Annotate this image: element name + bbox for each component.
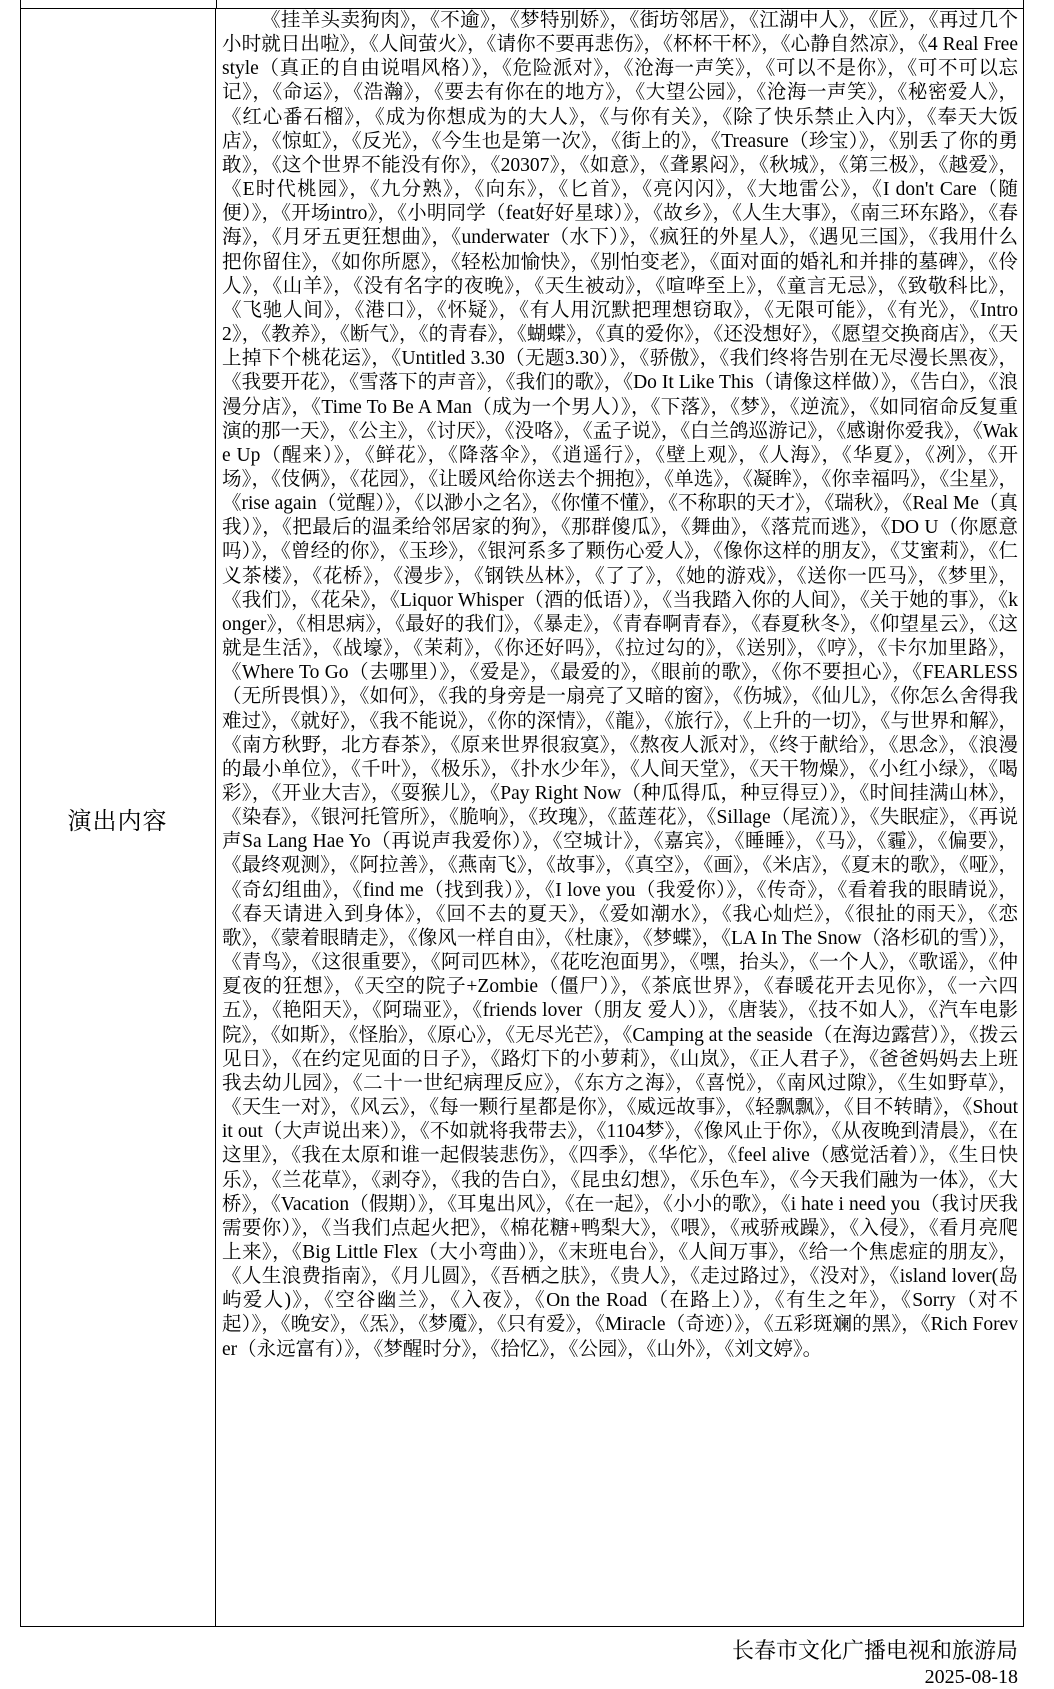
row-label-performance-content: 演出内容 xyxy=(67,808,168,835)
label-cell xyxy=(20,9,216,1627)
issue-date: 2025-08-18 xyxy=(924,1666,1018,1688)
content-cell xyxy=(216,9,1024,1627)
program-list-text: 《挂羊头卖狗肉》，《不逾》，《梦特别娇》，《街坊邻居》，《江湖中人》，《匠》，《再过几个小时就日出啦》，《人间萤火》，《请你不要再悲伤》，《杯杯干杯》，《心静自然凉》，《4 Real Freestyle（真正的自由说唱风格）》，《危险派对》，《沧海一声笑》，《可以不是你》，《可不可以忘记》，《命运》，《浩瀚》，《要去有你在的地方》，《大望公园》，《沧海一声笑》，《秘密爱人》，《红心番石榴》，《成为你想成为的大人》，《与你有关》，《除了快乐禁止入内》，《奉天大饭店》，《惊虹》，《反光》，《今生也是第一次》，《街上的》，《Treasure（珍宝）》，《别丢了你的勇敢》，《这个世界不能没有你》，《20307》，《如意》，《聋累闷》，《秋城》，《第三极》，《越爱》，《E时代桃园》，《九分熟》，《向东》，《匕首》，《亮闪闪》，《大地雷公》，《I don't Care（随便）》，《开场intro》，《小明同学（feat好好星球）》，《故乡》，《人生大事》，《南三环东路》，《春海》，《月牙五更狂想曲》，《underwater（水下）》，《疯狂的外星人》，《遇见三国》，《我用什么把你留住》，《如你所愿》，《轻松加愉快》，《别怕变老》，《面对面的婚礼和并排的墓碑》，《伶人》，《山羊》，《没有名字的夜晚》，《天生被动》，《喧哗至上》，《童言无忌》，《致敬科比》，《飞驰人间》，《港口》，《怀疑》，《有人用沉默把理想窃取》，《无限可能》，《有光》，《Intro 2》，《教养》，《断气》，《的青春》，《蝴蝶》，《真的爱你》，《还没想好》，《愿望交换商店》，《天上掉下个桃花运》，《Untitled 3.30（无题3.30）》，《骄傲》，《我们终将告别在无尽漫长黑夜》，《我要开花》，《雪落下的声音》，《我们的歌》，《Do It Like This（请像这样做）》，《告白》，《浪漫分店》，《Time To Be A Man（成为一个男人）》，《下落》，《梦》，《逆流》，《如同宿命反复重演的那一天》，《公主》，《讨厌》，《没咯》，《孟子说》，《白兰鸽巡游记》，《感谢你爱我》，《Wake Up（醒来）》，《鲜花》，《降落伞》，《逍遥行》，《壁上观》，《人海》，《华夏》，《冽》，《开场》，《伎俩》，《花园》，《让暖风给你送去个拥抱》，《单选》，《凝眸》，《你幸福吗》，《尘星》，《rise again（觉醒）》，《以渺小之名》，《你懂不懂》，《不称职的天才》，《瑞秋》，《Real Me（真我）》，《把最后的温柔给邻居家的狗》，《那群傻瓜》，《舞曲》，《落荒而逃》，《DO U（你愿意吗）》，《曾经的你》，《玉珍》，《银河系多了颗伤心爱人》，《像你这样的朋友》，《艾蜜莉》，《仁义茶楼》，《花桥》，《漫步》，《钢铁丛林》，《了了》，《她的游戏》，《送你一匹马》，《梦里》，《我们》，《花朵》，《Liquor Whisper（酒的低语）》，《当我踏入你的人间》，《关于她的事》，《konger》，《相思病》，《最好的我们》，《暴走》，《青春啊青春》，《春夏秋冬》，《仰望星云》，《这就是生活》，《战壕》，《茉莉》，《你还好吗》，《拉过勾的》，《送别》，《哼》，《卡尔加里路》，《Where To Go（去哪里）》，《爱是》，《最爱的》，《眼前的歌》，《你不要担心》，《FEARLESS（无所畏惧）》，《如何》，《我的身旁是一扇亮了又暗的窗》，《伤城》，《仙儿》，《你怎么舍得我难过》，《就好》，《我不能说》，《你的深情》，《龍》，《旅行》，《上升的一切》，《与世界和解》，《南方秋野，北方春茶》，《原来世界很寂寞》，《熬夜人派对》，《终于献给》，《思念》，《浪漫的最小单位》，《千叶》，《极乐》，《扑水少年》，《人间天堂》，《天干物燥》，《小红小绿》，《喝彩》，《开业大吉》，《耍猴儿》，《Pay Right Now（种瓜得瓜，种豆得豆）》，《时间挂满山林》，《染春》，《银河托管所》，《脆响》，《玫瑰》，《蓝莲花》，《Sillage（尾流）》，《失眠症》，《再说声Sa Lang Hae Yo（再说声我爱你）》，《空城计》，《嘉宾》，《睡睡》，《马》，《霾》，《偏要》，《最终观测》，《阿拉善》，《燕南飞》，《故事》，《真空》，《画》，《米店》，《夏末的歌》，《哑》，《奇幻组曲》，《find me（找到我）》，《I love you（我爱你）》，《传奇》，《看着我的眼睛说》，《春天请进入到身体》，《回不去的夏天》，《爱如潮水》，《我心灿烂》，《很扯的雨天》，《恋歌》，《蒙着眼睛走》，《像风一样自由》，《杜康》，《梦蝶》，《LA In The Snow（洛杉矶的雪）》，《青鸟》，《这很重要》，《阿司匹林》，《花吃泡面男》，《嘿，抬头》，《一个人》，《歌谣》，《仲夏夜的狂想》，《天空的院子+Zombie（僵尸）》，《茶底世界》，《春暖花开去见你》，《一六四五》，《艳阳天》，《阿瑞亚》，《friends lover（朋友 爱人）》，《唐装》，《技不如人》，《汽车电影院》，《如斯》，《怪胎》，《原心》，《无尽光芒》，《Camping at the seaside（在海边露营）》，《拨云见日》，《在约定见面的日子》，《路灯下的小萝莉》，《山岚》，《正人君子》，《爸爸妈妈去上班我去幼儿园》，《二十一世纪病理反应》，《东方之海》，《喜悦》，《南风过隙》，《生如野草》，《天生一对》，《风云》，《每一颗行星都是你》，《威远故事》，《轻飘飘》，《目不转睛》，《Shout it out（大声说出来）》，《不如就将我带去》，《1104梦》，《像风止于你》，《从夜晚到清晨》，《在这里》，《我在太原和谁一起假装悲伤》，《四季》，《华佗》，《feel alive（感觉活着）》，《生日快乐》，《兰花草》，《剥夺》，《我的告白》，《昆虫幻想》，《乐色车》，《今天我们融为一体》，《大桥》，《Vacation（假期）》，《耳鬼出风》，《在一起》，《小小的歌》，《i hate i need you（我讨厌我需要你）》，《当我们点起火把》，《棉花糖+鸭梨大》，《喂》，《戒骄戒躁》，《入侵》，《看月亮爬上来》，《Big Little Flex（大小弯曲）》，《末班电台》，《人间万事》，《给一个焦虑症的朋友》，《人生浪费指南》，《月儿圆》，《吾栖之肤》，《贵人》，《走过路过》，《没对》，《island lover(岛屿爱人)》，《空谷幽兰》，《入夜》，《On the Road（在路上）》，《有生之年》，《Sorry（对不起）》，《晚安》，《炁》，《梦魇》，《只有爱》，《Miracle（奇迹）》，《五彩斑斓的黑》，《Rich Forever（永远富有）》，《梦醒时分》，《拾忆》，《公园》，《山外》，《刘文婷》。 xyxy=(222,10,1018,1360)
issuing-agency: 长春市文化广播电视和旅游局 xyxy=(731,1638,1018,1663)
